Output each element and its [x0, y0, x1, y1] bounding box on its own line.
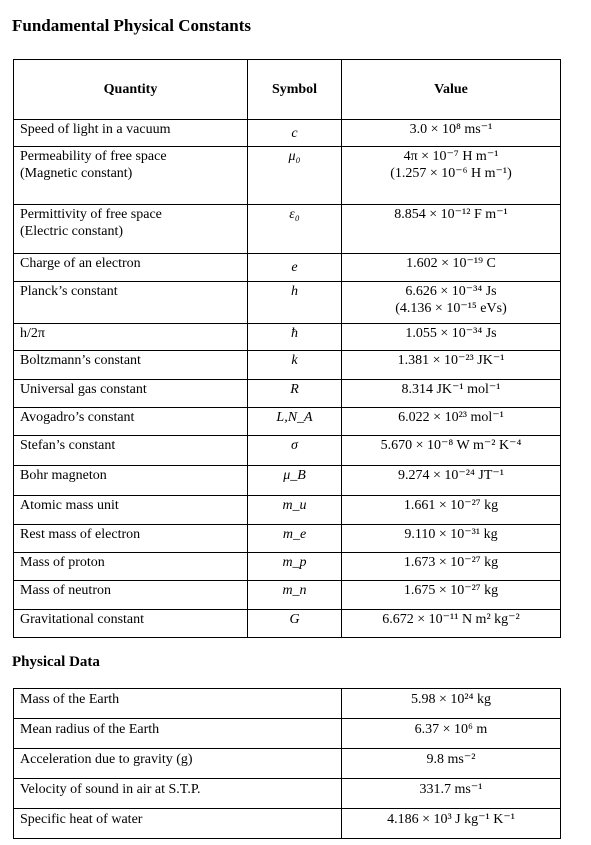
quantity-cell [14, 147, 248, 205]
value-line: 8.854 × 10⁻¹² F m⁻¹ [394, 207, 508, 222]
value-line: 1.661 × 10⁻²⁷ kg [403, 498, 499, 513]
quantity-line: Avogadro’s constant [20, 410, 135, 425]
value-line: 9.110 × 10⁻³¹ kg [404, 527, 498, 542]
value-cell [342, 525, 561, 553]
physical-quantity-cell: Mass of the Earth [14, 689, 342, 719]
quantity-line: Speed of light in a vacuum [20, 122, 171, 137]
quantity-line: Permeability of free space [20, 149, 167, 164]
symbol-cell: ε₀ [248, 205, 342, 254]
symbol-cell: ħ [248, 324, 342, 351]
symbol-cell: m_n [248, 581, 342, 610]
quantity-cell [14, 282, 248, 324]
constant-row [14, 610, 561, 638]
constant-row [14, 351, 561, 380]
constant-row [14, 553, 561, 581]
constant-row [14, 205, 561, 254]
physical-value-cell: 9.8 ms⁻² [342, 749, 561, 779]
symbol-cell: σ [248, 436, 342, 466]
value-line: 6.022 × 10²³ mol⁻¹ [398, 410, 504, 425]
physical-value-cell: 5.98 × 10²⁴ kg [342, 689, 561, 719]
symbol-cell: k [248, 351, 342, 380]
value-line: 1.673 × 10⁻²⁷ kg [403, 555, 499, 570]
constant-row [14, 466, 561, 496]
constant-row [14, 120, 561, 147]
constant-row [14, 496, 561, 525]
physical-data-row [14, 719, 561, 749]
quantity-line: Atomic mass unit [20, 498, 119, 513]
quantity-line: Planck’s constant [20, 284, 118, 299]
quantity-line: Gravitational constant [20, 612, 145, 627]
physical-data-row [14, 809, 561, 839]
value-cell [342, 436, 561, 466]
quantity-line: Bohr magneton [20, 468, 107, 483]
symbol-cell: h [248, 282, 342, 324]
value-cell [342, 581, 561, 610]
value-line: 1.675 × 10⁻²⁷ kg [403, 583, 499, 598]
quantity-cell [14, 408, 248, 436]
quantity-cell [14, 324, 248, 351]
quantity-cell [14, 496, 248, 525]
value-cell [342, 147, 561, 205]
physical-value-cell: 331.7 ms⁻¹ [342, 779, 561, 809]
symbol-cell: m_p [248, 553, 342, 581]
value-line: 9.274 × 10⁻²⁴ JT⁻¹ [398, 468, 504, 483]
quantity-cell [14, 254, 248, 282]
quantity-cell [14, 205, 248, 254]
quantity-line: Charge of an electron [20, 256, 141, 271]
quantity-line: Mass of neutron [20, 583, 111, 598]
value-cell [342, 120, 561, 147]
constant-row [14, 380, 561, 408]
quantity-cell [14, 351, 248, 380]
constant-row [14, 147, 561, 205]
symbol-cell: G [248, 610, 342, 638]
value-cell [342, 282, 561, 324]
constants-header-row [14, 60, 561, 120]
quantity-line: Rest mass of electron [20, 527, 141, 542]
symbol-cell: m_u [248, 496, 342, 525]
physical-quantity-cell: Acceleration due to gravity (g) [14, 749, 342, 779]
symbol-cell: c [248, 120, 342, 147]
value-line: 6.672 × 10⁻¹¹ N m² kg⁻² [382, 612, 520, 627]
value-cell [342, 496, 561, 525]
quantity-cell [14, 525, 248, 553]
symbol-cell: e [248, 254, 342, 282]
value-line: (1.257 × 10⁻⁶ H m⁻¹) [390, 166, 512, 181]
constant-row [14, 408, 561, 436]
quantity-cell [14, 466, 248, 496]
page-title: Fundamental Physical Constants [12, 16, 251, 35]
constant-row [14, 581, 561, 610]
quantity-line: Universal gas constant [20, 382, 147, 397]
quantity-line: (Magnetic constant) [20, 166, 133, 181]
quantity-line: h/2π [20, 326, 45, 341]
value-line: 8.314 JK⁻¹ mol⁻¹ [401, 382, 501, 397]
physical-data-title: Physical Data [12, 654, 100, 670]
value-line: (4.136 × 10⁻¹⁵ eVs) [395, 301, 507, 316]
physical-data-table [13, 688, 561, 839]
quantity-cell [14, 553, 248, 581]
physical-value-cell: 6.37 × 10⁶ m [342, 719, 561, 749]
value-cell [342, 254, 561, 282]
constant-row [14, 436, 561, 466]
value-line: 4π × 10⁻⁷ H m⁻¹ [403, 149, 499, 164]
value-cell [342, 466, 561, 496]
value-cell [342, 553, 561, 581]
quantity-cell [14, 436, 248, 466]
symbol-cell: μ_B [248, 466, 342, 496]
value-line: 3.0 × 10⁸ ms⁻¹ [409, 122, 493, 137]
value-line: 5.670 × 10⁻⁸ W m⁻² K⁻⁴ [380, 438, 522, 453]
physical-quantity-cell: Velocity of sound in air at S.T.P. [14, 779, 342, 809]
value-line: 6.626 × 10⁻³⁴ Js [405, 284, 497, 299]
physical-data-row [14, 749, 561, 779]
symbol-cell: L,N_A [248, 408, 342, 436]
physical-data-row [14, 779, 561, 809]
quantity-cell [14, 380, 248, 408]
constants-table [13, 59, 561, 638]
physical-data-row [14, 689, 561, 719]
value-cell [342, 324, 561, 351]
quantity-line: Mass of proton [20, 555, 105, 570]
header-value: Value [342, 60, 561, 120]
physical-value-cell: 4.186 × 10³ J kg⁻¹ K⁻¹ [342, 809, 561, 839]
constant-row [14, 525, 561, 553]
symbol-cell: μ₀ [248, 147, 342, 205]
header-quantity: Quantity [14, 60, 248, 120]
value-line: 1.381 × 10⁻²³ JK⁻¹ [397, 353, 505, 368]
header-symbol: Symbol [248, 60, 342, 120]
quantity-line: Permittivity of free space [20, 207, 162, 222]
quantity-cell [14, 581, 248, 610]
quantity-line: Stefan’s constant [20, 438, 116, 453]
quantity-cell [14, 610, 248, 638]
constant-row [14, 254, 561, 282]
value-cell [342, 610, 561, 638]
constant-row [14, 324, 561, 351]
physical-quantity-cell: Mean radius of the Earth [14, 719, 342, 749]
value-cell [342, 380, 561, 408]
value-cell [342, 408, 561, 436]
symbol-cell: m_e [248, 525, 342, 553]
symbol-cell: R [248, 380, 342, 408]
quantity-line: Boltzmann’s constant [20, 353, 141, 368]
value-cell [342, 205, 561, 254]
physical-quantity-cell: Specific heat of water [14, 809, 342, 839]
value-cell [342, 351, 561, 380]
value-line: 1.602 × 10⁻¹⁹ C [406, 256, 496, 271]
quantity-cell [14, 120, 248, 147]
constant-row [14, 282, 561, 324]
quantity-line: (Electric constant) [20, 224, 124, 239]
value-line: 1.055 × 10⁻³⁴ Js [405, 326, 497, 341]
